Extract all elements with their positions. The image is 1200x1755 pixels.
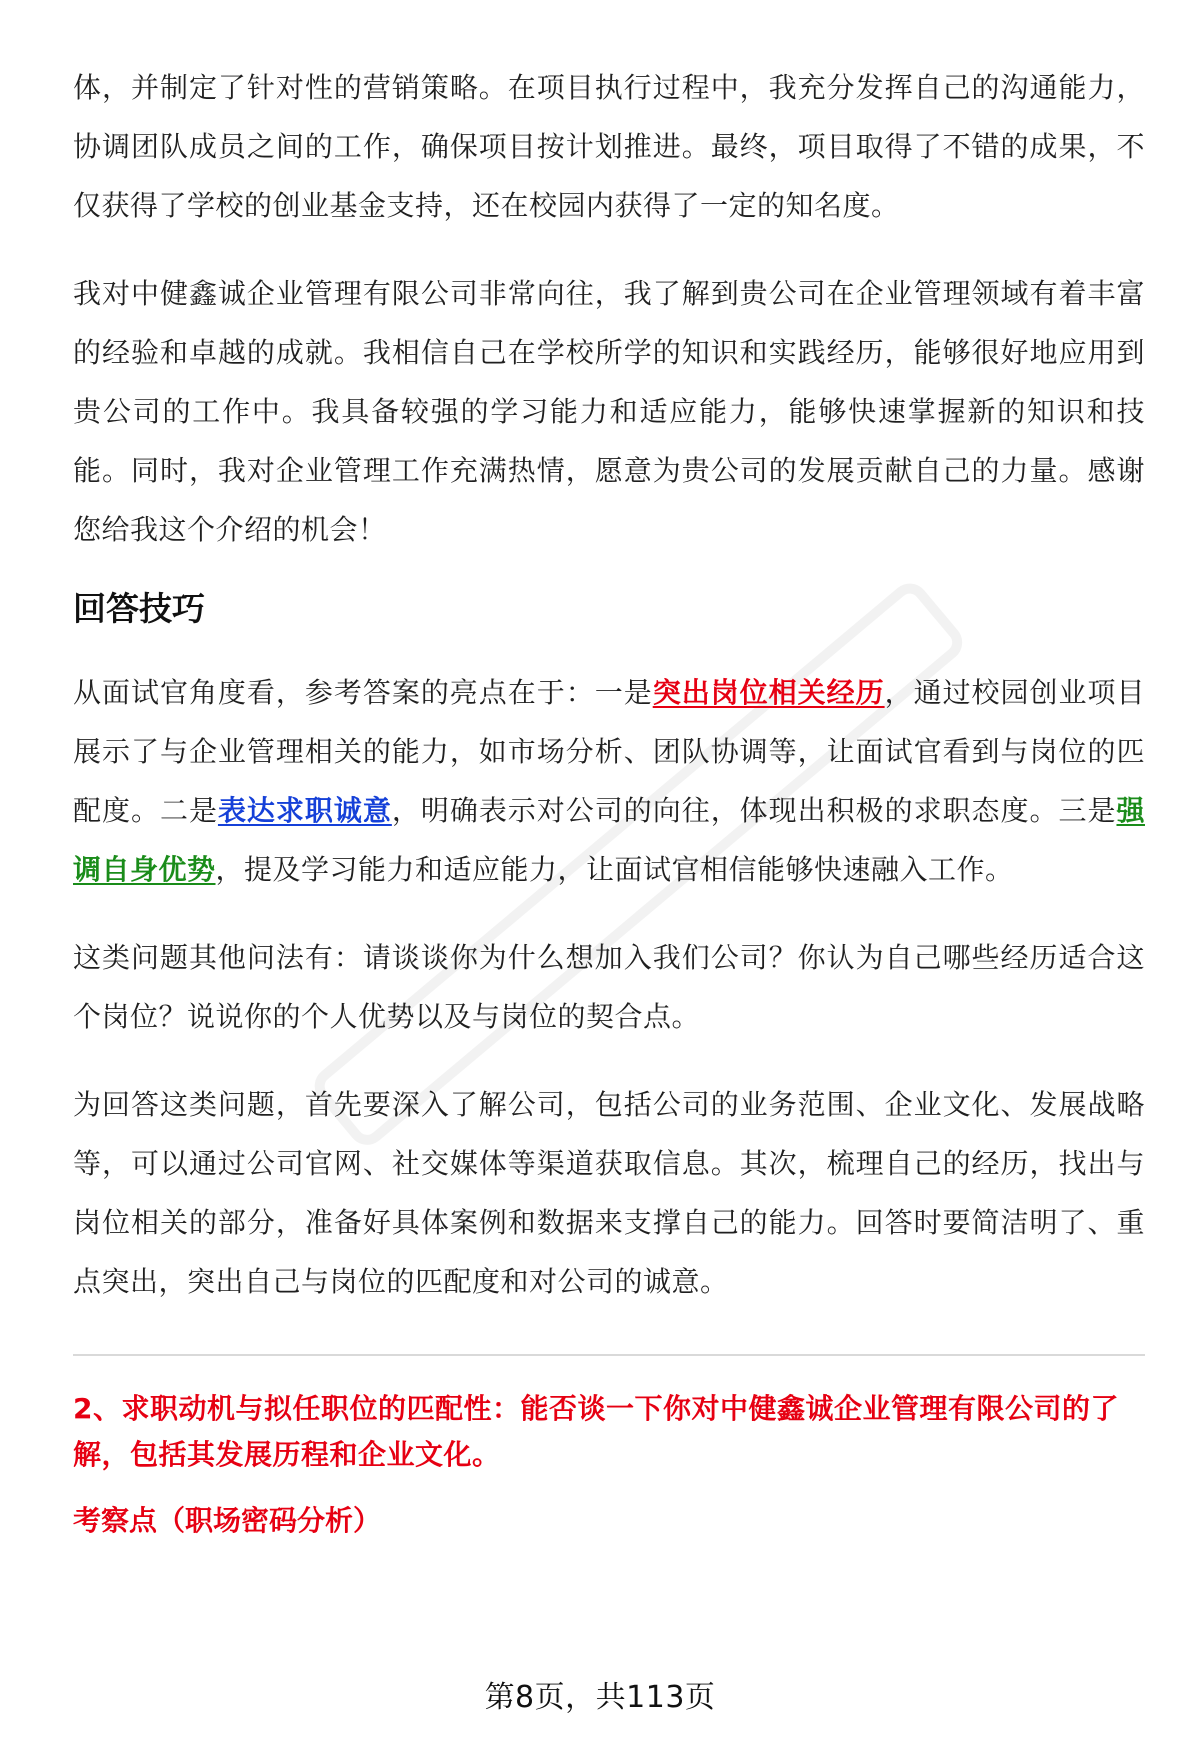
section-title-tips: 回答技巧 [73,589,205,628]
answer-paragraph-2: 我对中健鑫诚企业管理有限公司非常向往，我了解到贵公司在企业管理领域有着丰富的经验和卓越的成就。我相信自己在学校所学的知识和实践经历，能够很好地应用到贵公司的工作中。我具备较强的学习能力和适应能力，能够快速掌握新的知识和技能。同时，我对企业管理工作充满热情，愿意为贵公司的发展贡献自己的力量。感谢您给我这个介绍的机会！ [73,277,1145,546]
section-divider [73,1354,1145,1356]
document-page [73,58,1145,1544]
highlight-relevant-experience: 突出岗位相关经历 [652,676,885,709]
tips-text-part-3: ，明确表示对公司的向往，体现出积极的求职态度。三是 [391,794,1117,827]
next-question-title: 2、求职动机与拟任职位的匹配性：能否谈一下你对中健鑫诚企业管理有限公司的了解，包括其发展历程和企业文化。 [73,1392,1119,1471]
highlight-sincerity: 表达求职诚意 [217,794,392,827]
tips-paragraph-alternatives: 这类问题其他问法有：请谈谈你为什么想加入我们公司？你认为自己哪些经历适合这个岗位？说说你的个人优势以及与岗位的契合点。 [73,941,1145,1033]
assessment-point-heading: 考察点（职场密码分析） [73,1504,382,1537]
tips-text-part-4: ，提及学习能力和适应能力，让面试官相信能够快速融入工作。 [215,853,1014,886]
tips-text-part-1: 从面试官角度看，参考答案的亮点在于：一是 [73,676,653,709]
tips-paragraph-method: 为回答这类问题，首先要深入了解公司，包括公司的业务范围、企业文化、发展战略等，可以通过公司官网、社交媒体等渠道获取信息。其次，梳理自己的经历，找出与岗位相关的部分，准备好具体案例和数据来支撑自己的能力。回答时要简洁明了、重点突出，突出自己与岗位的匹配度和对公司的诚意。 [73,1088,1145,1298]
tips-highlight-paragraph [73,663,1145,899]
answer-paragraph-1: 体，并制定了针对性的营销策略。在项目执行过程中，我充分发挥自己的沟通能力，协调团队成员之间的工作，确保项目按计划推进。最终，项目取得了不错的成果，不仅获得了学校的创业基金支持，还在校园内获得了一定的知名度。 [73,71,1145,222]
tips-text-part-2: ，通过校园创业项目展示了与企业管理相关的能力，如市场分析、团队协调等，让面试官看到与岗位的匹配度。二是 [73,676,1145,827]
highlight-strengths: 强调自身优势 [73,794,1145,886]
page-number: 第8页，共113页 [484,1680,716,1715]
